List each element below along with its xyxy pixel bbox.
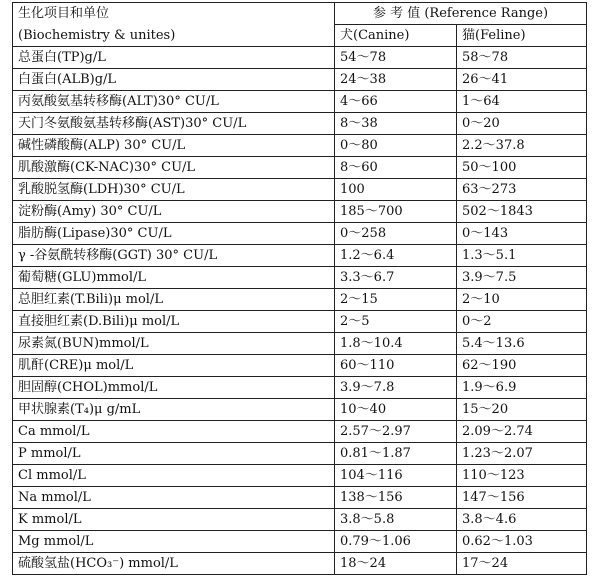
item-cell: 甲状腺素(T₄)μ g/mL (13, 399, 335, 421)
canine-value-cell: 3.3～6.7 (335, 267, 457, 289)
table-row (13, 333, 587, 355)
feline-header: 猫(Feline) (457, 25, 587, 47)
item-cell: 脂肪酶(Lipase)30° CU/L (13, 223, 335, 245)
feline-value-cell: 2.09～2.74 (457, 421, 587, 443)
table-row (13, 289, 587, 311)
feline-value-cell: 110～123 (457, 465, 587, 487)
table-row (13, 135, 587, 157)
canine-value-cell: 0～80 (335, 135, 457, 157)
item-cell: Cl mmol/L (13, 465, 335, 487)
canine-header: 犬(Canine) (335, 25, 457, 47)
item-cell: 葡萄糖(GLU)mmol/L (13, 267, 335, 289)
item-cell: 硫酸氢盐(HCO₃⁻) mmol/L (13, 553, 335, 575)
canine-value-cell: 24～38 (335, 69, 457, 91)
feline-value-cell: 26～41 (457, 69, 587, 91)
canine-value-cell: 10～40 (335, 399, 457, 421)
canine-value-cell: 2.57～2.97 (335, 421, 457, 443)
canine-value-cell: 54～78 (335, 47, 457, 69)
feline-value-cell: 0～2 (457, 311, 587, 333)
canine-value-cell: 8～38 (335, 113, 457, 135)
canine-value-cell: 2～5 (335, 311, 457, 333)
item-cell: K mmol/L (13, 509, 335, 531)
feline-value-cell: 3.9～7.5 (457, 267, 587, 289)
table-row (13, 399, 587, 421)
table-row (13, 443, 587, 465)
canine-value-cell: 3.8～5.8 (335, 509, 457, 531)
table-row (13, 553, 587, 575)
canine-value-cell: 18～24 (335, 553, 457, 575)
canine-value-cell: 185～700 (335, 201, 457, 223)
item-cell: 胆固醇(CHOL)mmol/L (13, 377, 335, 399)
feline-value-cell: 147～156 (457, 487, 587, 509)
table-row (13, 245, 587, 267)
canine-value-cell: 0～258 (335, 223, 457, 245)
item-cell: Na mmol/L (13, 487, 335, 509)
item-cell: 淀粉酶(Amy) 30° CU/L (13, 201, 335, 223)
feline-value-cell: 0.62～1.03 (457, 531, 587, 553)
feline-value-cell: 0～143 (457, 223, 587, 245)
table-row (13, 47, 587, 69)
reference-range-table (12, 2, 587, 575)
feline-value-cell: 17～24 (457, 553, 587, 575)
table-row (13, 157, 587, 179)
item-cell: 白蛋白(ALB)g/L (13, 69, 335, 91)
feline-value-cell: 15～20 (457, 399, 587, 421)
canine-value-cell: 138～156 (335, 487, 457, 509)
table-row (13, 509, 587, 531)
feline-value-cell: 2.2～37.8 (457, 135, 587, 157)
item-cell: 直接胆红素(D.Bili)μ mol/L (13, 311, 335, 333)
table-row (13, 223, 587, 245)
canine-value-cell: 8～60 (335, 157, 457, 179)
table-row (13, 465, 587, 487)
feline-value-cell: 1.23～2.07 (457, 443, 587, 465)
canine-value-cell: 104～116 (335, 465, 457, 487)
canine-value-cell: 1.8～10.4 (335, 333, 457, 355)
table-row (13, 201, 587, 223)
header-row-1 (13, 3, 587, 25)
canine-value-cell: 2～15 (335, 289, 457, 311)
item-cell: 碱性磷酸酶(ALP) 30° CU/L (13, 135, 335, 157)
item-cell: 乳酸脱氢酶(LDH)30° CU/L (13, 179, 335, 201)
canine-value-cell: 1.2～6.4 (335, 245, 457, 267)
feline-value-cell: 62～190 (457, 355, 587, 377)
item-cell: 肌酐(CRE)μ mol/L (13, 355, 335, 377)
table-row (13, 267, 587, 289)
feline-value-cell: 502～1843 (457, 201, 587, 223)
feline-value-cell: 0～20 (457, 113, 587, 135)
table-row (13, 531, 587, 553)
feline-value-cell: 2～10 (457, 289, 587, 311)
item-cell: 总蛋白(TP)g/L (13, 47, 335, 69)
feline-value-cell: 50～100 (457, 157, 587, 179)
item-cell: Ca mmol/L (13, 421, 335, 443)
item-cell: Mg mmol/L (13, 531, 335, 553)
item-header-subtitle: (Biochemistry & unites) (13, 25, 335, 47)
item-cell: 肌酸激酶(CK-NAC)30° CU/L (13, 157, 335, 179)
canine-value-cell: 60～110 (335, 355, 457, 377)
table-row (13, 377, 587, 399)
table-row (13, 69, 587, 91)
feline-value-cell: 63～273 (457, 179, 587, 201)
item-cell: γ -谷氨酰转移酶(GGT) 30° CU/L (13, 245, 335, 267)
canine-value-cell: 4～66 (335, 91, 457, 113)
feline-value-cell: 58～78 (457, 47, 587, 69)
table-row (13, 355, 587, 377)
feline-value-cell: 1.9～6.9 (457, 377, 587, 399)
reference-range-header: 参 考 值 (Reference Range) (335, 3, 587, 25)
canine-value-cell: 3.9～7.8 (335, 377, 457, 399)
item-cell: 丙氨酸氨基转移酶(ALT)30° CU/L (13, 91, 335, 113)
feline-value-cell: 3.8～4.6 (457, 509, 587, 531)
feline-value-cell: 5.4～13.6 (457, 333, 587, 355)
item-cell: 总胆红素(T.Bili)μ mol/L (13, 289, 335, 311)
header-row-2 (13, 25, 587, 47)
canine-value-cell: 0.81～1.87 (335, 443, 457, 465)
canine-value-cell: 100 (335, 179, 457, 201)
table-body (13, 3, 587, 575)
item-cell: 尿素氮(BUN)mmol/L (13, 333, 335, 355)
feline-value-cell: 1～64 (457, 91, 587, 113)
table-row (13, 91, 587, 113)
item-cell: P mmol/L (13, 443, 335, 465)
table-row (13, 311, 587, 333)
item-cell: 天门冬氨酸氨基转移酶(AST)30° CU/L (13, 113, 335, 135)
table-row (13, 179, 587, 201)
feline-value-cell: 1.3～5.1 (457, 245, 587, 267)
canine-value-cell: 0.79～1.06 (335, 531, 457, 553)
table-row (13, 487, 587, 509)
table-row (13, 113, 587, 135)
table-row (13, 421, 587, 443)
item-header-title: 生化项目和单位 (13, 3, 335, 25)
